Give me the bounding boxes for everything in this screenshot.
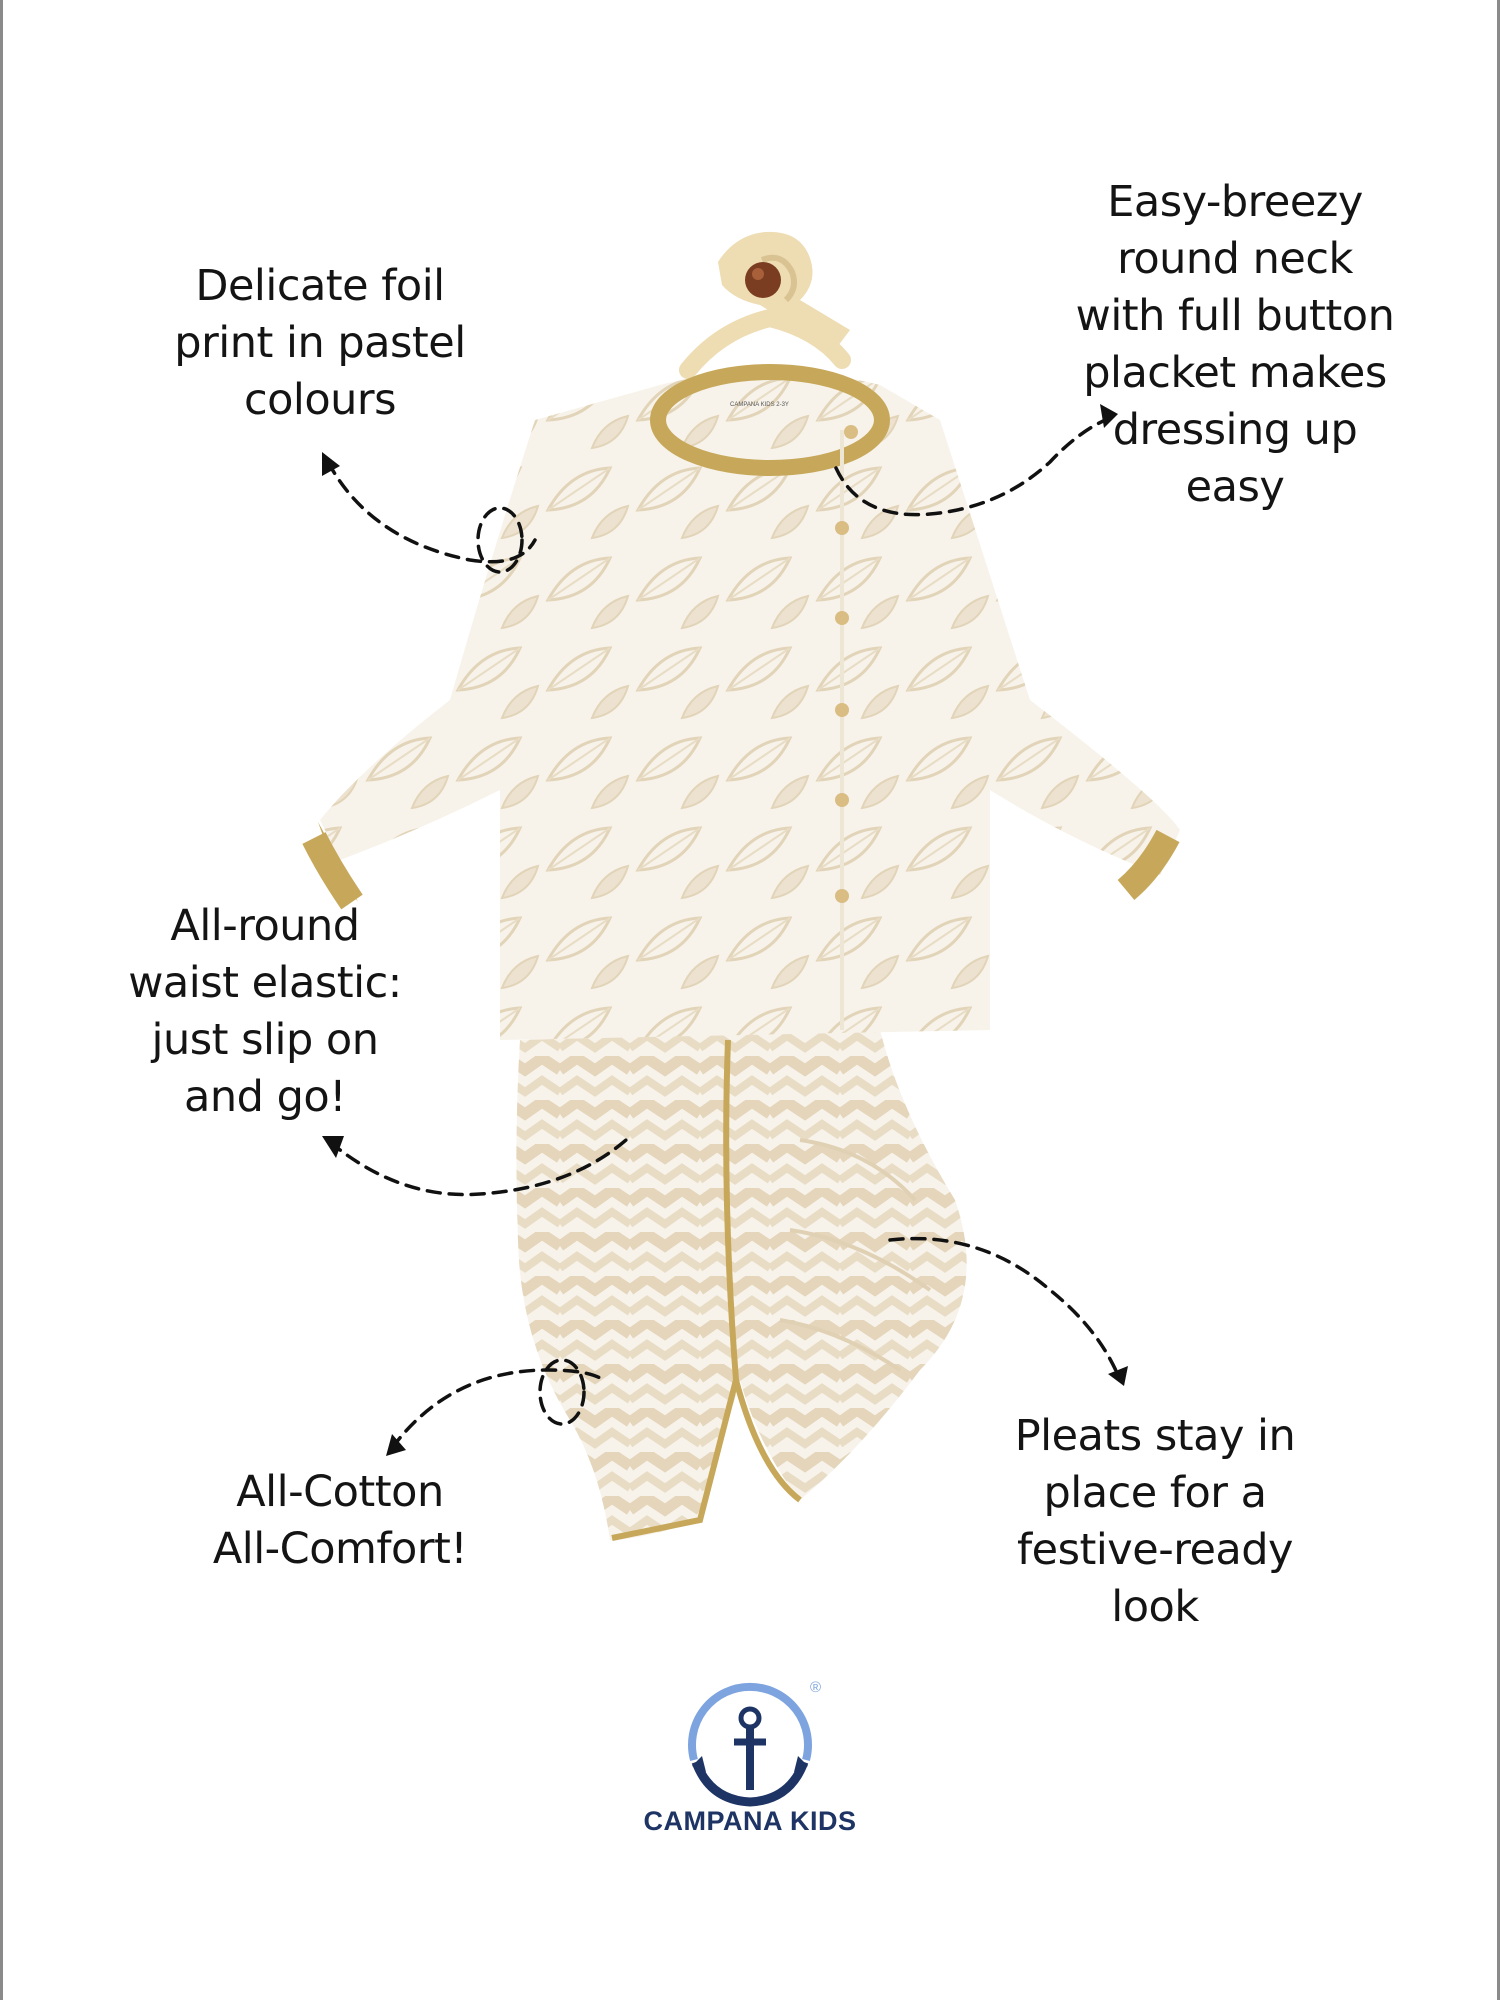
callout-pleats: [1000, 1408, 1310, 1636]
callout-line: colours: [243, 375, 397, 425]
callout-line: Pleats stay in: [1014, 1411, 1296, 1461]
callout-line: All-Comfort!: [212, 1524, 468, 1574]
button: [835, 793, 849, 807]
callout-line: waist elastic:: [128, 958, 402, 1008]
callout-line: place for a: [1043, 1468, 1267, 1518]
kurta: [314, 372, 1180, 1040]
callout-line: All-Cotton: [236, 1467, 444, 1517]
callout-line: festive-ready: [1016, 1525, 1293, 1575]
callout-round-neck: [1065, 174, 1405, 516]
hanger: [688, 232, 850, 370]
callout-foil-print: [170, 258, 470, 429]
arrowhead-pleats: [1108, 1366, 1128, 1386]
registered-mark: ®: [810, 1679, 822, 1696]
callout-line: placket makes: [1083, 348, 1387, 398]
callout-line: All-round: [170, 901, 360, 951]
button: [835, 611, 849, 625]
callout-line: look: [1111, 1582, 1199, 1632]
callout-line: print in pastel: [174, 318, 466, 368]
arrowhead-foil-print: [322, 452, 340, 476]
callout-line: and go!: [184, 1072, 346, 1122]
dhoti-pants: [516, 1030, 966, 1540]
button: [835, 521, 849, 535]
callout-line: with full button: [1075, 291, 1395, 341]
callout-waist-elastic: [115, 898, 415, 1126]
callout-line: dressing up: [1112, 405, 1358, 455]
button: [844, 425, 858, 439]
garment-label: CAMPANA KIDS 2-3Y: [730, 402, 789, 408]
arrowhead-all-cotton: [386, 1434, 406, 1456]
button: [835, 889, 849, 903]
campana-kids-logo: [692, 1687, 808, 1802]
callout-line: easy: [1185, 462, 1285, 512]
button: [835, 703, 849, 717]
callout-line: round neck: [1117, 234, 1353, 284]
callout-line: Easy-breezy: [1107, 177, 1363, 227]
callout-line: just slip on: [151, 1015, 379, 1065]
callout-line: Delicate foil: [195, 261, 445, 311]
hanger-knob: [745, 262, 781, 298]
brand-name: CAMPANA KIDS: [643, 1806, 857, 1836]
arrowhead-waist-elastic: [322, 1136, 344, 1158]
callout-all-cotton: [190, 1464, 490, 1578]
